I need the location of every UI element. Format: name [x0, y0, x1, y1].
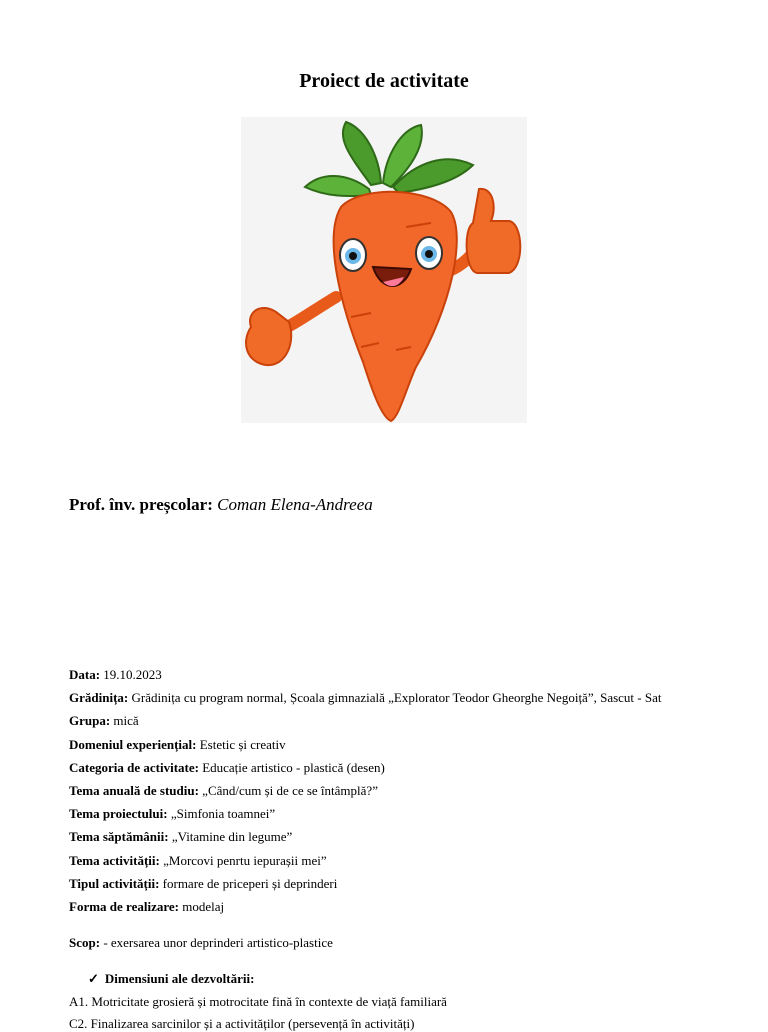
field-row — [69, 895, 749, 918]
carrot-character-icon — [241, 117, 527, 423]
field-row — [69, 733, 749, 756]
field-label: Grădinița: — [69, 690, 129, 706]
field-value: „Simfonia toamnei” — [170, 806, 276, 822]
field-value: 19.10.2023 — [103, 667, 162, 682]
field-row — [69, 849, 749, 872]
field-label: Tema proiectului: — [69, 806, 168, 822]
scope-value: - exersarea unor deprinderi artistico-plastice — [103, 935, 333, 950]
author-label: Prof. înv. preșcolar: — [69, 495, 213, 514]
field-row — [69, 825, 749, 848]
dimension-c2: C2. Finalizarea sarcinilor și a activităților (persevență în activități) — [69, 1016, 415, 1031]
field-value: Educație artistico - plastică (desen) — [202, 759, 385, 775]
field-row — [69, 663, 749, 686]
field-value: mică — [113, 713, 139, 729]
dimension-a1: A1. Motricitate grosieră și motrocitate fină în contexte de viață familiară — [69, 994, 447, 1009]
field-label: Tema săptămânii: — [69, 829, 169, 845]
field-row — [69, 872, 749, 895]
field-label: Domeniul experiențial: — [69, 736, 197, 752]
carrot-illustration — [241, 117, 527, 423]
field-row — [69, 779, 749, 802]
field-label: Tema anuală de studiu: — [69, 783, 199, 799]
field-label: Tipul activității: — [69, 875, 160, 891]
checkmark-icon: ✓ — [88, 971, 99, 986]
dimensions-heading-text: Dimensiuni ale dezvoltării: — [104, 971, 255, 986]
field-row — [69, 709, 749, 732]
dimensions-heading — [88, 971, 254, 987]
field-label: Grupa: — [69, 713, 111, 729]
field-value: „Morcovi penrtu iepurașii mei” — [163, 852, 327, 868]
project-fields — [69, 663, 749, 918]
field-row — [69, 686, 749, 709]
document-title: Proiect de activitate — [299, 70, 469, 92]
scope-label: Scop: — [69, 935, 101, 950]
field-label: Tema activității: — [69, 852, 160, 868]
field-label: Data: — [69, 667, 101, 682]
field-value: formare de priceperi și deprinderi — [162, 875, 338, 891]
author-name: Coman Elena-Andreea — [217, 495, 373, 514]
field-value: „Vitamine din legume” — [171, 829, 293, 845]
author-line — [69, 495, 373, 515]
field-row — [69, 756, 749, 779]
field-label: Forma de realizare: — [69, 899, 179, 915]
field-label: Categoria de activitate: — [69, 759, 199, 775]
field-value: Estetic și creativ — [199, 736, 286, 752]
field-value: Grădinița cu program normal, Școala gimnazială „Explorator Teodor Gheorghe Negoiță”, Sascut - Sat — [131, 690, 662, 706]
field-value: „Când/cum și de ce se întâmplă?” — [202, 783, 378, 799]
field-row — [69, 802, 749, 825]
scope-line — [69, 935, 333, 951]
field-value: modelaj — [182, 899, 225, 915]
